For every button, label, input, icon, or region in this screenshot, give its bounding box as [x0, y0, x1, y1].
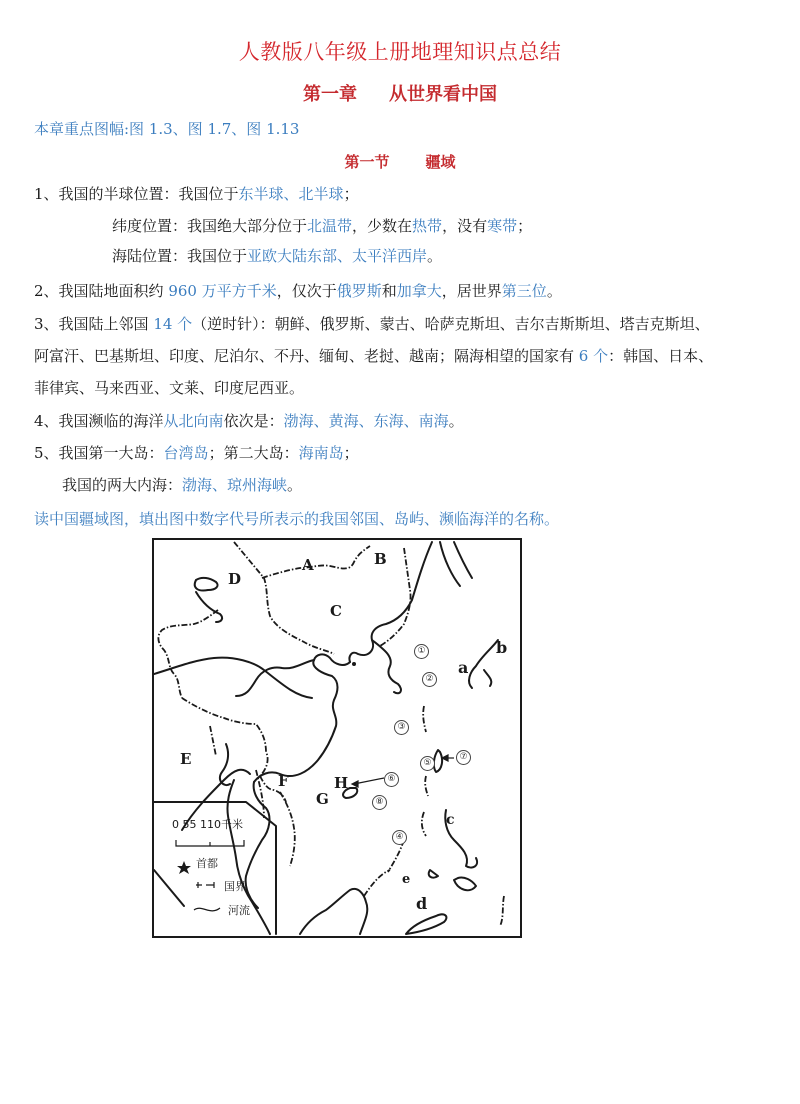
text: 1、我国的半球位置：我国位于 — [34, 185, 239, 203]
map-number-2: ② — [422, 672, 437, 687]
point-2-area — [34, 280, 562, 301]
highlight: 亚欧大陆东部、太平洋西岸 — [247, 247, 428, 265]
highlight: 960 万平方千米 — [168, 282, 277, 300]
highlight: 热带 — [412, 217, 443, 235]
map-label-F: F — [278, 772, 289, 790]
text: ，居世界 — [441, 282, 502, 300]
text: ，没有 — [442, 217, 488, 235]
text: 。 — [287, 476, 303, 494]
highlight: 海南岛 — [298, 444, 344, 462]
map-legend — [154, 802, 274, 934]
text: ，仅次于 — [276, 282, 337, 300]
text: ；第二大岛： — [208, 444, 299, 462]
map-instruction: 读中国疆域图，填出图中数字代号所表示的我国邻国、岛屿、濒临海洋的名称。 — [34, 510, 560, 528]
map-label-H: H — [334, 774, 349, 792]
chapter-number: 第一章 — [303, 84, 357, 105]
map-label-G: G — [316, 790, 329, 808]
section-heading — [0, 151, 800, 172]
point-5-inland-seas — [62, 474, 302, 495]
map-label-B: B — [374, 550, 387, 568]
map-number-5: ⑤ — [420, 756, 435, 771]
text: 4、我国濒临的海洋 — [34, 412, 164, 430]
key-figures-note: 本章重点图幅:图 1.3、图 1.7、图 1.13 — [34, 120, 300, 138]
map-label-c: c — [446, 812, 455, 828]
chapter-heading — [0, 80, 800, 106]
legend-river-label: 河流 — [228, 904, 250, 917]
highlight: 俄罗斯 — [336, 282, 382, 300]
highlight: 从北向南 — [163, 412, 224, 430]
highlight: 第三位 — [501, 282, 547, 300]
text: 依次是： — [223, 412, 284, 430]
point-3-neighbors-line3: 菲律宾、马来西亚、文莱、印度尼西亚。 — [34, 379, 305, 397]
text: 和 — [381, 282, 397, 300]
map-label-C: C — [330, 602, 342, 620]
map-number-4: ④ — [392, 830, 407, 845]
point-4-seas — [34, 410, 464, 431]
map-label-A: A — [302, 556, 314, 574]
text: 阿富汗、巴基斯坦、印度、尼泊尔、不丹、缅甸、老挝、越南；隔海相望的国家有 — [34, 347, 579, 365]
text: 。 — [546, 282, 562, 300]
text: （逆时针）：朝鲜、俄罗斯、蒙古、哈萨克斯坦、吉尔吉斯斯坦、塔吉克斯坦、 — [192, 315, 710, 333]
legend-border-label: 国界 — [224, 880, 246, 893]
point-5-islands — [34, 442, 359, 463]
scale-bar-label: 0 55 110千米 — [172, 818, 243, 831]
highlight: 台湾岛 — [163, 444, 209, 462]
point-1-hemisphere — [34, 183, 359, 204]
text: 5、我国第一大岛： — [34, 444, 164, 462]
highlight: 寒带 — [487, 217, 518, 235]
text: 海陆位置：我国位于 — [112, 247, 248, 265]
highlight: 渤海、黄海、东海、南海 — [283, 412, 449, 430]
text: 纬度位置：我国绝大部分位于 — [112, 217, 308, 235]
text: 我国的两大内海： — [62, 476, 183, 494]
highlight: 6 个 — [578, 347, 609, 365]
section-number: 第一节 — [344, 153, 390, 171]
map-label-e: e — [402, 872, 411, 887]
legend-capital-label: 首都 — [196, 857, 218, 870]
map-label-b: b — [496, 638, 508, 657]
point-1-sea-land — [112, 245, 442, 266]
highlight: 东半球、北半球 — [238, 185, 344, 203]
text: 3、我国陆上邻国 — [34, 315, 154, 333]
china-territory-map — [152, 538, 522, 938]
document-title: 人教版八年级上册地理知识点总结 — [238, 40, 562, 64]
map-number-6: ⑥ — [384, 772, 399, 787]
point-3-neighbors-line2 — [34, 345, 713, 366]
map-number-1: ① — [414, 644, 429, 659]
text: 。 — [448, 412, 464, 430]
chapter-name: 从世界看中国 — [389, 84, 497, 105]
map-number-8: ⑧ — [372, 795, 387, 810]
text: ； — [517, 217, 533, 235]
section-name: 疆域 — [425, 153, 456, 171]
text: 2、我国陆地面积约 — [34, 282, 169, 300]
highlight: 北温带 — [307, 217, 353, 235]
map-number-3: ③ — [394, 720, 409, 735]
map-number-7: ⑦ — [456, 750, 471, 765]
point-1-latitude — [112, 215, 532, 236]
highlight: 加拿大 — [396, 282, 442, 300]
point-3-neighbors-line1 — [34, 313, 710, 334]
text: ，少数在 — [352, 217, 413, 235]
text: ； — [343, 185, 359, 203]
map-label-D: D — [228, 570, 242, 588]
highlight: 14 个 — [153, 315, 193, 333]
text: ：韩国、日本、 — [608, 347, 714, 365]
text: ； — [343, 444, 359, 462]
map-label-a: a — [458, 658, 469, 677]
map-label-d: d — [416, 894, 428, 913]
map-label-E: E — [180, 750, 192, 768]
text: 。 — [427, 247, 443, 265]
highlight: 渤海、琼州海峡 — [182, 476, 288, 494]
